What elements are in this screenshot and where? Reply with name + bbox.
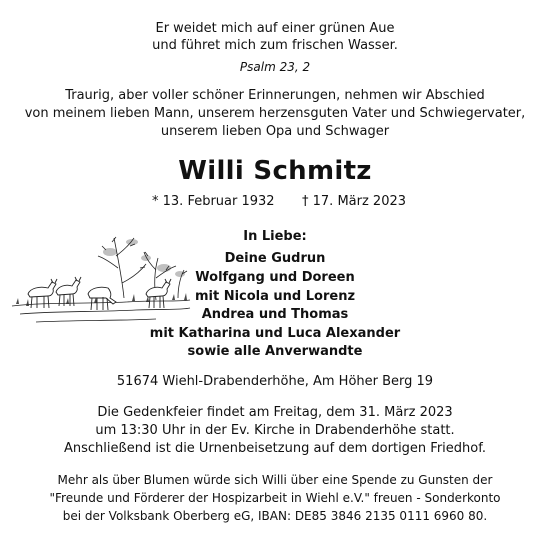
ceremony-line-1: Die Gedenkfeier findet am Freitag, dem 31. März 2023 (97, 405, 453, 420)
ceremony-line-3: Anschließend ist die Urnenbeisetzung auf dem dortigen Friedhof. (64, 441, 486, 456)
mourner-line: mit Nicola und Lorenz (194, 289, 356, 304)
mourner-line: Wolfgang und Doreen (195, 270, 355, 285)
mourners-heading: In Liebe: (243, 229, 307, 244)
mourner-line: mit Katharina und Luca Alexander (149, 326, 401, 341)
mourner-line: Deine Gudrun (224, 251, 326, 266)
life-dates (0, 193, 550, 211)
donation-line-3: bei der Volksbank Oberberg eG, IBAN: DE85 3846 2135 0111 6960 80. (62, 509, 488, 523)
birth-date: * 13. Februar 1932 (152, 194, 275, 209)
psalm-line-2: und führet mich zum frischen Wasser. (152, 38, 398, 53)
mourner-line: sowie alle Anverwandte (187, 344, 363, 359)
intro-line-3: unserem lieben Opa und Schwager (160, 124, 390, 139)
mourner-line: Andrea und Thomas (201, 307, 349, 322)
address: 51674 Wiehl-Drabenderhöhe, Am Höher Berg 19 (116, 374, 434, 389)
psalm-line-1: Er weidet mich auf einer grünen Aue (155, 21, 395, 36)
death-date: † 17. März 2023 (302, 194, 407, 209)
psalm-reference: Psalm 23, 2 (239, 60, 311, 74)
donation-line-1: Mehr als über Blumen würde sich Willi über eine Spende zu Gunsten der (57, 473, 493, 487)
deceased-name: Willi Schmitz (178, 156, 372, 186)
ceremony-line-2: um 13:30 Uhr in der Ev. Kirche in Drabenderhöhe statt. (95, 423, 455, 438)
donation-line-2: "Freunde und Förderer der Hospizarbeit in Wiehl e.V." freuen - Sonderkonto (49, 491, 501, 505)
intro-line-2: von meinem lieben Mann, unserem herzensguten Vater und Schwiegervater, (24, 106, 526, 121)
intro-line-1: Traurig, aber voller schöner Erinnerungen, nehmen wir Abschied (65, 88, 485, 103)
